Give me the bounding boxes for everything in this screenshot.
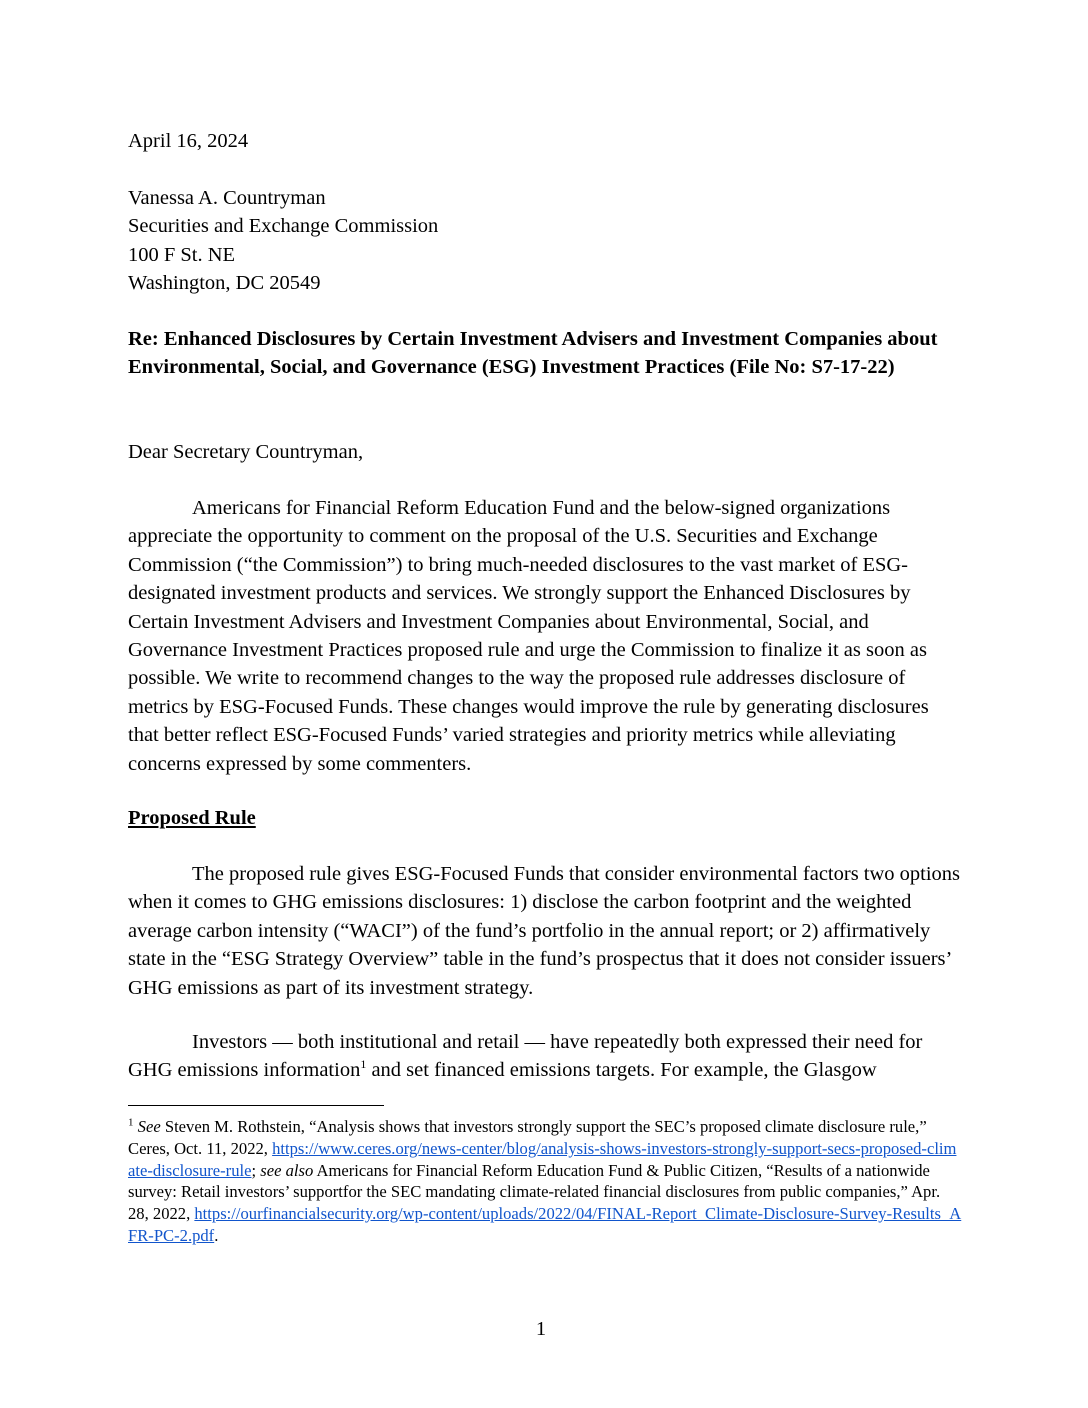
footnote-number: 1 (128, 1116, 134, 1129)
recipient-organization: Securities and Exchange Commission (128, 215, 439, 238)
salutation: Dear Secretary Countryman, (128, 441, 364, 463)
footnote-text-2: Americans for Financial Reform Education Fund & Public Citizen, “Results of a nationwide survey: Retail investors’ supportfor the SEC mandating climate-related financial disclosures from public companies,” Apr. 28, 2022, (128, 1160, 941, 1224)
footnote-see: See (137, 1117, 161, 1136)
footnote (128, 1116, 962, 1247)
footnote-end: . (214, 1225, 219, 1245)
recipient-street: 100 F St. NE (128, 243, 236, 266)
page-number: 1 (535, 1318, 547, 1340)
paragraph-investors-text-a: Investors — both institutional and retail — have repeatedly both expressed their need for GHG emissions information (128, 1031, 923, 1082)
letter-date: April 16, 2024 (128, 130, 249, 152)
paragraph-proposed-rule: The proposed rule gives ESG-Focused Funds that consider environmental factors two options when it comes to GHG emissions disclosures: 1) disclose the carbon footprint and the weighted average carbon intensity (“WACI”) of the fund’s portfolio in the annual report; or 2) affirmatively state in the “ESG Strategy Overview” table in the fund’s prospectus that it does not consider issuers’ GHG emissions as part of its investment strategy. (128, 863, 961, 999)
letter-page (128, 0, 962, 1408)
footnote-link-ceres[interactable]: https://www.ceres.org/news-center/blog/analysis-shows-investors-strongly-support-secs-proposed-climate-disclosure-rule (128, 1138, 957, 1180)
recipient-name: Vanessa A. Countryman (128, 187, 326, 209)
footnote-link-survey[interactable]: https://ourfinancialsecurity.org/wp-content/uploads/2022/04/FINAL-Report_Climate-Disclosure-Survey-Results_AFR-PC-2.pdf (128, 1204, 962, 1245)
footnote-see-also: see also (260, 1160, 314, 1180)
paragraph-intro: Americans for Financial Reform Education Fund and the below-signed organizations appreciate the opportunity to comment on the proposal of the U.S. Securities and Exchange Commission (“the Commission”) to bring much-needed disclosures to the vast market of ESG-designated investment products and services. We strongly support the Enhanced Disclosures by Certain Investment Advisers and Investment Companies about Environmental, Social, and Governance Investment Practices proposed rule and urge the Commission to finalize it as soon as possible. We write to recommend changes to the way the proposed rule addresses disclosure of metrics by ESG-Focused Funds. These changes would improve the rule by generating disclosures that better reflect ESG-Focused Funds’ varied strategies and priority metrics while alleviating concerns expressed by some commenters. (128, 497, 929, 775)
recipient-address (128, 184, 438, 298)
section-heading: Proposed Rule (128, 807, 256, 829)
footnote-reference[interactable]: 1 (360, 1057, 367, 1072)
footnote-divider (128, 1105, 384, 1106)
footnote-text-1: Steven M. Rothstein, “Analysis shows that investors strongly support the SEC’s proposed climate disclosure rule,” Ceres, Oct. 11, 2022, (128, 1117, 927, 1158)
footnote-separator: ; (251, 1160, 261, 1180)
paragraph-investors-text-b: and set financed emissions targets. For example, the Glasgow (366, 1059, 877, 1082)
recipient-city: Washington, DC 20549 (128, 272, 321, 295)
paragraph-investors (128, 1028, 962, 1085)
subject-line: Re: Enhanced Disclosures by Certain Investment Advisers and Investment Companies about Environmental, Social, and Governance (ESG) Investment Practices (File No: S7-17-22) (128, 328, 938, 379)
